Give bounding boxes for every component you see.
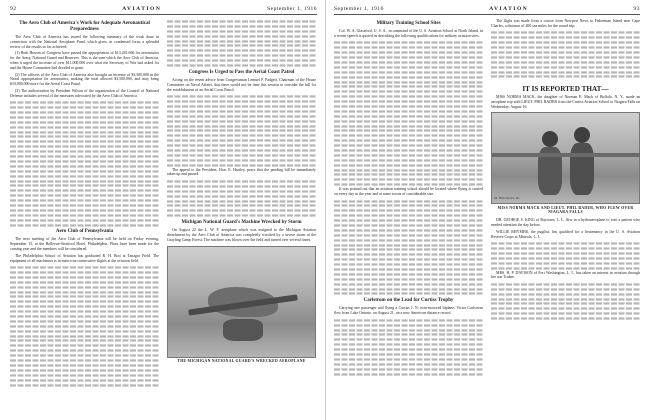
left-photo-caption: THE MICHIGAN NATIONAL GUARD'S WRECKED AEROPLANE <box>177 359 306 364</box>
article-title: Aero Club of Pennsylvania <box>55 229 114 235</box>
right-running-title: AVIATION <box>489 6 529 12</box>
article-title: Military Training School Sites <box>376 21 441 26</box>
body-text-lines <box>491 282 640 321</box>
article-title: The Aero Club of America's Work for Adequate Aeronautical Preparedness <box>19 21 150 32</box>
paragraph: On August 22 the L. W. F. aeroplane which was assigned to the Michigan Aviation detachment by the Aero Club of America was completely wrecked by a severe storm at the Grayling Camp Forest. The machine was blown over the field and turned over several times. <box>167 228 316 242</box>
article-title: IT IS REPORTED THAT— <box>522 85 609 94</box>
right-running-head <box>334 6 640 15</box>
paragraph: (3) The authorization by President Wilson of the organization of the Council of National Defense includes several of the measures advocated by the Aero Club of America. <box>10 88 159 98</box>
body-text-lines <box>167 94 316 167</box>
body-text-lines <box>10 265 159 387</box>
left-column-2 <box>167 19 316 387</box>
right-column-2 <box>491 19 640 376</box>
paragraph: Col. W. A. Glassford, U. S. A., in command of the U. S. Aviation School at North Island, in a recent speech is quoted as describing the following qualifications for military aviation sites. <box>334 29 483 38</box>
left-running-title: AVIATION <box>122 6 162 12</box>
body-text-lines <box>10 100 159 227</box>
paragraph: MISS NORMA MACK, the daughter of Norman E. Mack of Buffalo, N. Y., made an aeroplane trip with LIEUT. PHIL RADER from the Curtiss Aviation School to Niagara Falls on Wednesday, August 16. <box>491 95 640 110</box>
paragraph: The Philadelphia School of Aviation has graduated R. H. Bott at Tanagra Field. The equipment of all machinists is in main true consecutive flights at the aviation field. <box>10 253 159 263</box>
body-text-lines <box>334 40 483 187</box>
mack-rader-photo <box>491 112 640 204</box>
article-title: Congress Is Urged to Pass the Aerial Coast Patrol <box>188 69 295 75</box>
paragraph: The flight was made from a course from Newport News to Fisherman Island near Cape Charles, a distance of 400 sea miles for the round trip. <box>491 19 640 28</box>
right-date: September 1, 1916 <box>334 6 384 12</box>
paragraph: It was pointed out that an aviation training school should be located where flying is carried on every day in the year and at some towns of considerable size. <box>334 187 483 197</box>
photo-credit: Int. Film Service, Inc. <box>494 196 521 201</box>
left-date: September 1, 1916 <box>267 6 317 12</box>
left-page-number: 92 <box>10 6 17 12</box>
article-title: Michigan National Guard's Machine Wrecked by Storm <box>181 220 302 226</box>
left-column-1 <box>10 19 159 387</box>
paragraph: The Aero Club of America has issued the following summary of the work done in connection with the National Aeroplane Fund, which gives, in condensed form, a splendid review of the results so far achieved: <box>10 35 159 49</box>
body-text-lines <box>167 179 316 218</box>
paragraph: MRS. H. P. DAVISON of Fort Washington, L. I., has taken an interest in aviation through her son Trubee. <box>491 270 640 280</box>
body-text-lines <box>491 241 640 270</box>
right-page <box>325 0 650 420</box>
body-text-lines <box>334 199 483 297</box>
paragraph: Carrying one passenger and flying a Curtiss J. N. twin-motored biplane, Victor Carlstrom flew from Lake Ontario, on August 21, on a new American distance record. <box>334 306 483 316</box>
right-column-1 <box>334 19 483 376</box>
article-title: Carlstrom on the Lead for Curtiss Trophy <box>363 298 454 304</box>
body-text-lines <box>334 318 483 377</box>
paragraph: DR. GEORGE S. KING of Baytown, L. I., flew in a hydroaeroplane to visit a patient who needed attention the day before. <box>491 218 640 228</box>
body-text-lines <box>491 30 640 79</box>
right-photo-caption: MISS NORMA MACK AND LIEUT. PHIL RADER, WHO FLEW OVER NIAGARA FALLS <box>497 205 634 215</box>
paragraph: Acting on the resent advice from Congressman Lemuel P. Padgett, Chairman of the House Committee on Naval Affairs, that there would not be time this session to consider the bill for the establishment of an Aerial Coast Patrol. <box>167 77 316 92</box>
paragraph: (1) Both Houses of Congress have passed the appropriation of $13,281,666 for aeronautics for the Army, National Guard and Reserves. This is the sum which the Aero Club of America, when it urged the increase of over $11,000,000 over what the Secretary of War had asked for and the House Committee had decided to grant. <box>10 51 159 71</box>
wrecked-aeroplane-photo <box>167 246 316 358</box>
left-running-head <box>10 6 317 15</box>
paragraph: (2) The officers of the Aero Club of America also brought an increase of $3,500,000 in the Naval appropriation for aeronautics, making the total allowed $3,500,000, and may bring $10,000,000 more for the Aerial Coast Patrol. <box>10 72 159 87</box>
right-page-number: 93 <box>633 6 640 12</box>
paragraph: The appeal to the President, Hon. E. Hartley, prays that the pending bill be immediately taken up and passed. <box>167 167 316 177</box>
paragraph: WILLIE RHYMER, the pugilist, has qualified for a lieutenancy in the U. S. Aviation Reserve Corps at Mineola, L. I. <box>491 229 640 239</box>
paragraph: The next meeting of the Aero Club of Pennsylvania will be held on Friday evening, September 15, at the Bellevue-Stratford Hotel, Philadelphia. Plans have been made for the coming year and the members will be considered. <box>10 237 159 252</box>
body-text-lines <box>167 19 316 68</box>
